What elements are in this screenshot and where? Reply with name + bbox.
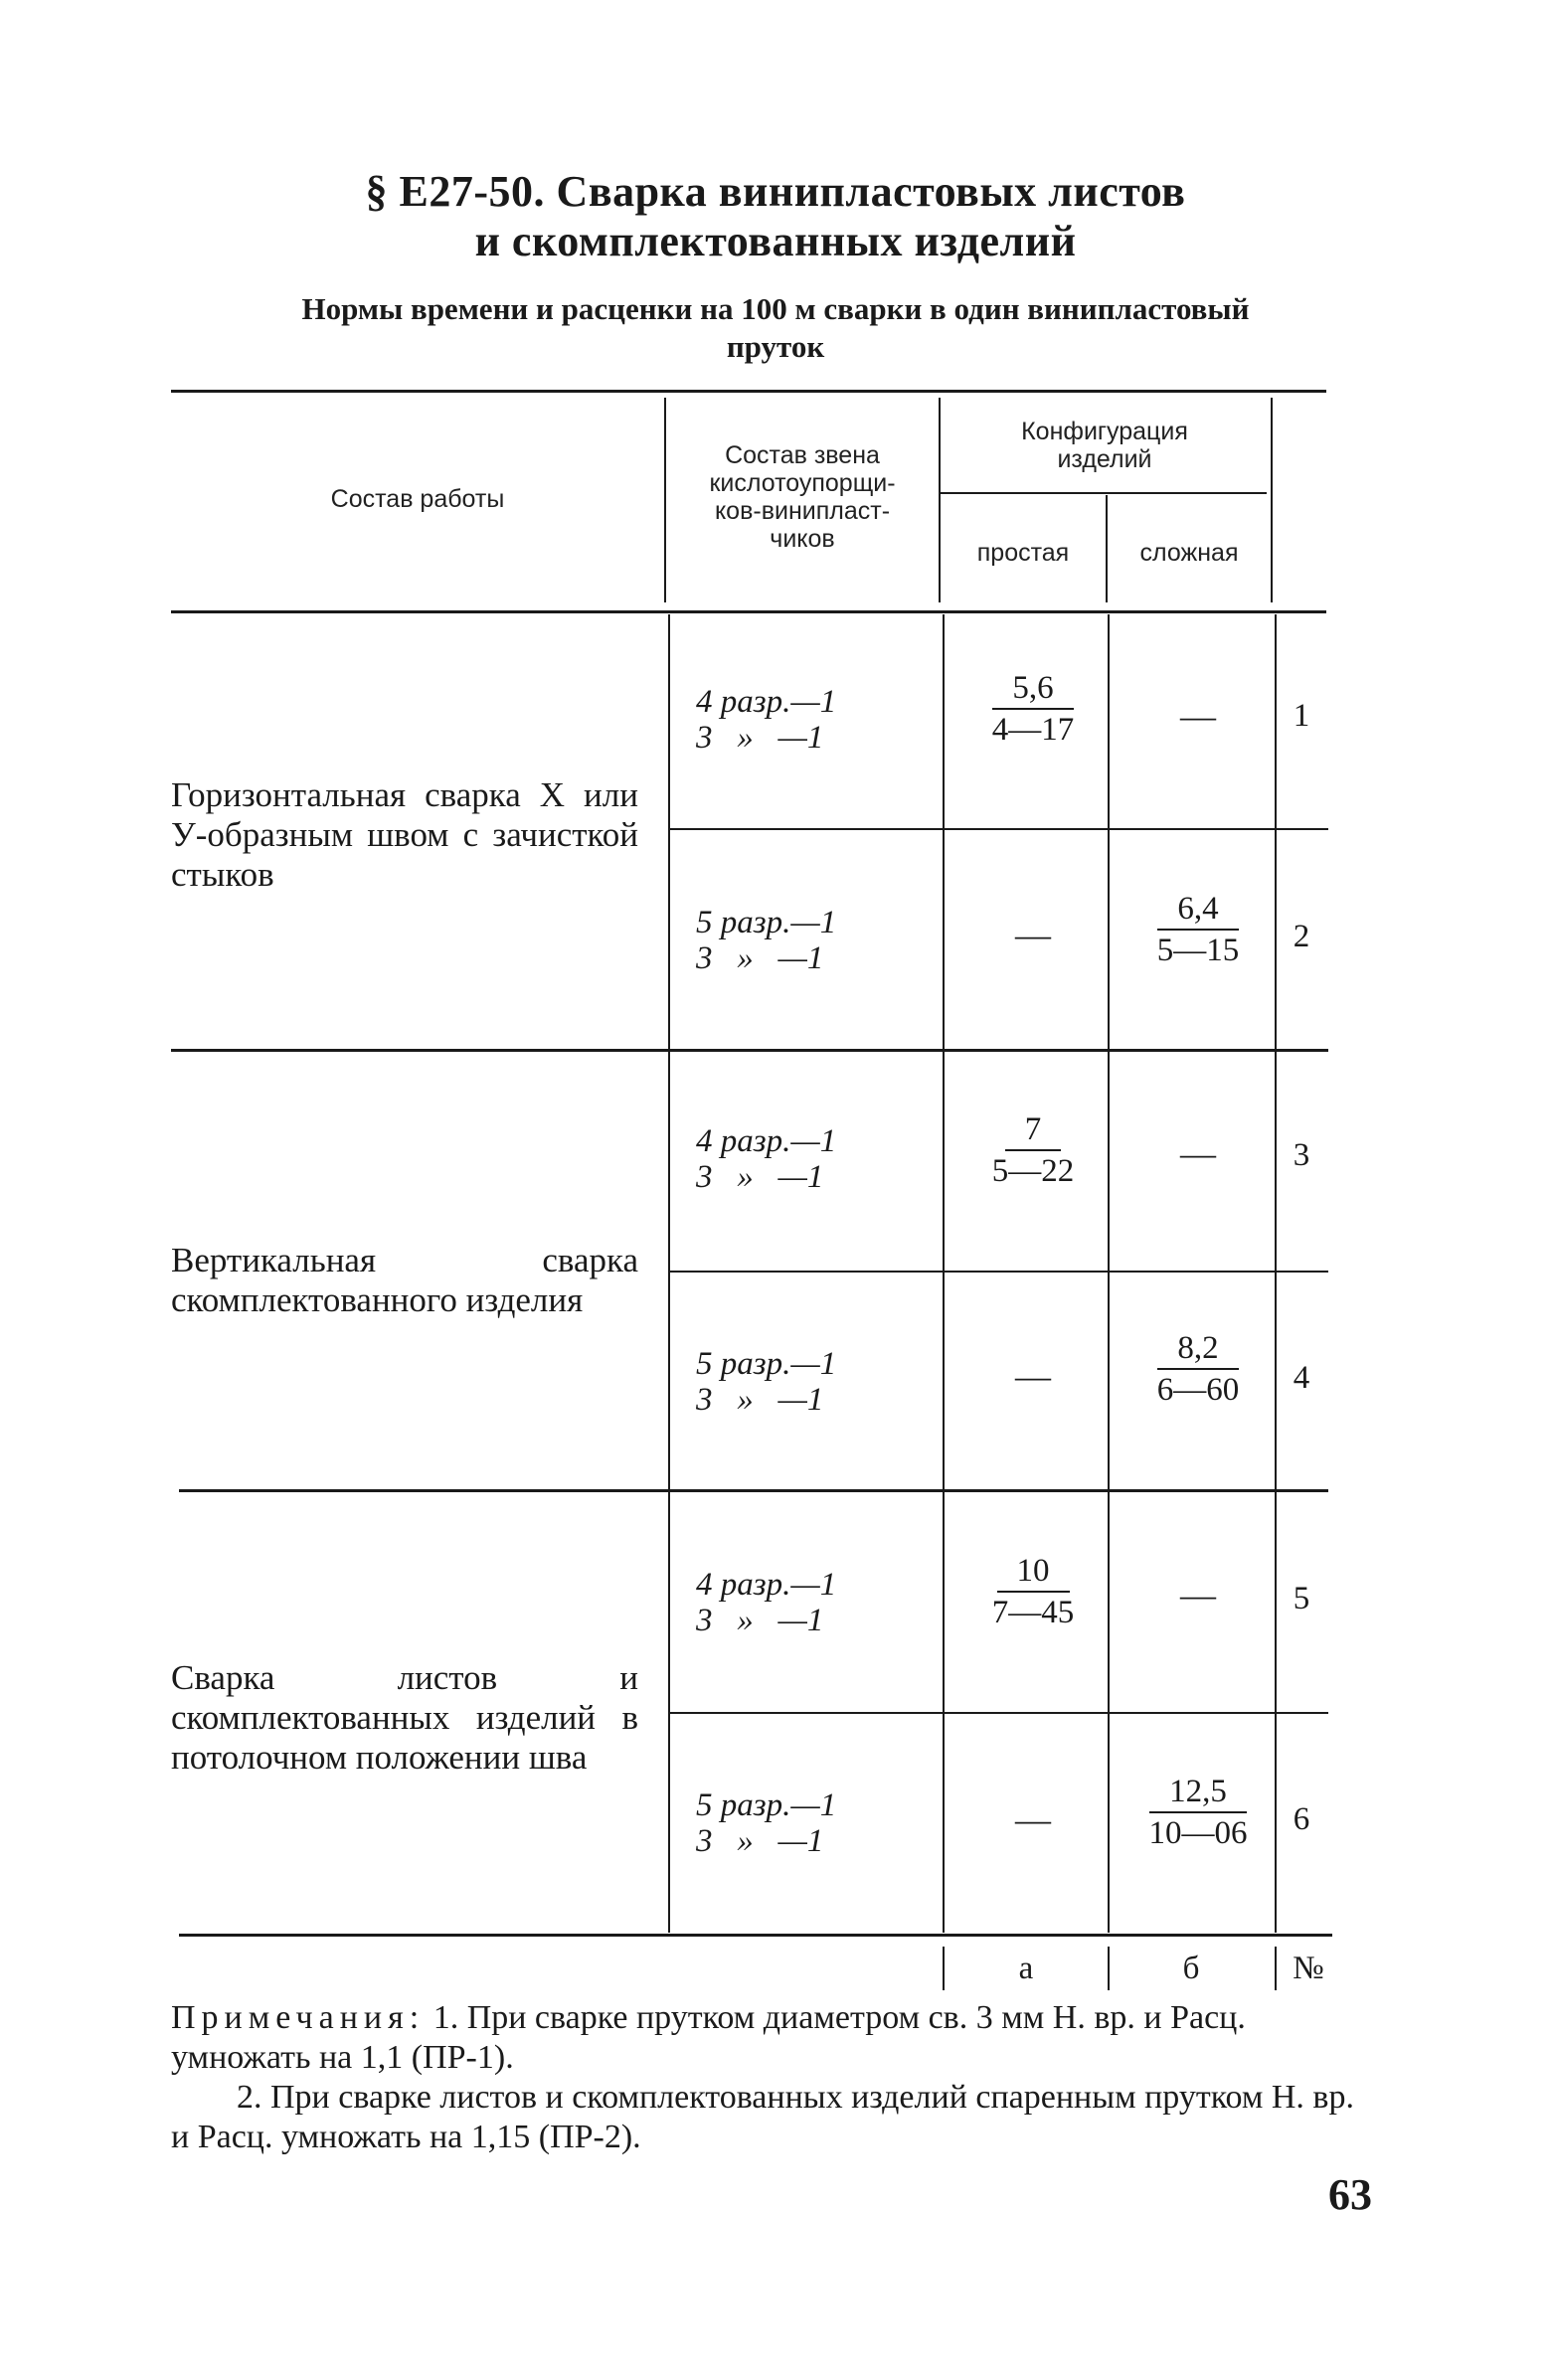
table-subtitle-line-2: пруток: [726, 329, 825, 364]
row-rule-2: [668, 1271, 1328, 1273]
row-rule-1: [668, 828, 1328, 830]
section-title-line-1: § Е27-50. Сварка винипластовых листов: [365, 167, 1186, 216]
group-rule-1: [171, 1049, 1328, 1052]
crew-line: 3 » —1: [696, 720, 824, 756]
norm-rate: 5—22: [991, 1153, 1075, 1189]
crew-line: 4 разр.—1: [696, 684, 837, 720]
body-divider-2: [943, 614, 945, 1933]
crew-line: 5 разр.—1: [696, 905, 837, 940]
page-number: 63: [1328, 2170, 1372, 2219]
body-divider-3: [1108, 614, 1110, 1933]
norm-simple-row-1: [944, 668, 1122, 750]
key-tick-1: [943, 1947, 945, 1990]
norm-simple-row-6: —: [1015, 1799, 1051, 1839]
header-crew-line-2: кислотоупорщи-: [709, 469, 896, 497]
row-number-2: 2: [1293, 919, 1310, 954]
table-subtitle-line-1: Нормы времени и расценки на 100 м сварки в один винипластовый: [301, 291, 1250, 326]
header-configuration: [943, 418, 1267, 473]
header-simple: простая: [976, 539, 1070, 567]
key-tick-3: [1275, 1947, 1277, 1990]
norm-time: 8,2: [1157, 1328, 1238, 1370]
crew-line: 5 разр.—1: [696, 1787, 837, 1823]
norm-rate: 6—60: [1156, 1372, 1240, 1408]
table-header-rule: [171, 610, 1326, 613]
note-1: [171, 1998, 1364, 2078]
crew-row-2: [696, 905, 925, 976]
norm-rate: 10—06: [1148, 1815, 1248, 1851]
norm-simple-row-5: [944, 1551, 1122, 1632]
norm-time: 5,6: [992, 668, 1073, 710]
header-crew-composition: [668, 441, 937, 553]
header-divider-2: [939, 398, 941, 602]
column-key-b: б: [1182, 1951, 1200, 1986]
norm-rate: 5—15: [1156, 933, 1240, 968]
row-number-1: 1: [1293, 698, 1310, 734]
row-number-3: 3: [1293, 1137, 1310, 1173]
norm-complex-row-1: —: [1180, 696, 1216, 736]
crew-line: 3 » —1: [696, 1603, 824, 1638]
column-key-number: №: [1293, 1951, 1324, 1986]
header-crew-line-3: ков-винипласт-: [714, 497, 891, 525]
crew-line: 3 » —1: [696, 940, 824, 976]
table-top-rule: [171, 390, 1326, 393]
crew-row-1: [696, 684, 925, 756]
key-tick-2: [1108, 1947, 1110, 1990]
table-subtitle: [169, 290, 1382, 366]
norm-simple-row-4: —: [1015, 1356, 1051, 1396]
header-divider-1: [664, 398, 666, 602]
header-config-line-1: Конфигурация: [1021, 418, 1188, 445]
row-number-5: 5: [1293, 1581, 1310, 1616]
note-2: 2. При сварке листов и скомплектованных изделий спаренным прутком Н. вр. и Расц. умножать на 1,15 (ПР-2).: [171, 2079, 1354, 2155]
norm-time: 12,5: [1149, 1772, 1247, 1813]
column-key-a: а: [1018, 1951, 1034, 1986]
notes-heading: Примечания:: [171, 1999, 426, 2036]
crew-row-5: [696, 1567, 925, 1638]
notes: [171, 1998, 1364, 2157]
norm-complex-row-6: [1109, 1772, 1288, 1853]
norm-time: 10: [997, 1551, 1070, 1593]
header-crew-line-4: чиков: [770, 525, 835, 553]
crew-row-4: [696, 1346, 925, 1418]
body-divider-1: [668, 614, 670, 1933]
norm-time: 7: [1005, 1109, 1062, 1151]
body-divider-4: [1275, 614, 1277, 1933]
table-bottom-rule: [179, 1934, 1332, 1937]
header-crew-line-1: Состав звена: [725, 441, 880, 469]
norm-rate: 7—45: [991, 1595, 1075, 1630]
work-description-1: Горизонтальная сварка X или У-образным швом с зачисткой стыков: [171, 775, 638, 894]
crew-row-3: [696, 1123, 925, 1195]
crew-row-6: [696, 1787, 925, 1859]
header-config-line-2: изделий: [1057, 445, 1152, 473]
row-number-4: 4: [1293, 1360, 1310, 1396]
header-work-composition: Состав работы: [330, 485, 505, 513]
group-rule-2: [179, 1489, 1328, 1492]
norm-complex-row-2: [1109, 889, 1288, 970]
norm-simple-row-3: [944, 1109, 1122, 1191]
section-title-line-2: и скомплектованных изделий: [474, 217, 1077, 265]
header-complex: сложная: [1139, 539, 1239, 567]
row-rule-3: [668, 1712, 1328, 1714]
work-description-3: Сварка листов и скомплектованных изделий в потолочном положении шва: [171, 1658, 638, 1777]
norm-complex-row-3: —: [1180, 1133, 1216, 1173]
crew-line: 4 разр.—1: [696, 1123, 837, 1159]
crew-line: 4 разр.—1: [696, 1567, 837, 1603]
norm-time: 6,4: [1157, 889, 1238, 931]
header-divider-4: [1271, 398, 1273, 602]
header-divider-3: [1106, 495, 1108, 602]
crew-line: 3 » —1: [696, 1382, 824, 1418]
crew-line: 3 » —1: [696, 1823, 824, 1859]
norm-complex-row-4: [1109, 1328, 1288, 1410]
crew-line: 3 » —1: [696, 1159, 824, 1195]
note-1-text: 1. При сварке прутком диаметром св. 3 мм Н. вр. и Расц. умножать на 1,1 (ПР-1).: [171, 1999, 1246, 2076]
norm-rate: 4—17: [991, 712, 1075, 748]
crew-line: 5 разр.—1: [696, 1346, 837, 1382]
work-description-2: Вертикальная сварка скомплектованного изделия: [171, 1241, 638, 1319]
norm-complex-row-5: —: [1180, 1575, 1216, 1615]
section-title: [169, 167, 1382, 266]
row-number-6: 6: [1293, 1801, 1310, 1837]
config-split-rule: [939, 492, 1267, 494]
norm-simple-row-2: —: [1015, 915, 1051, 954]
